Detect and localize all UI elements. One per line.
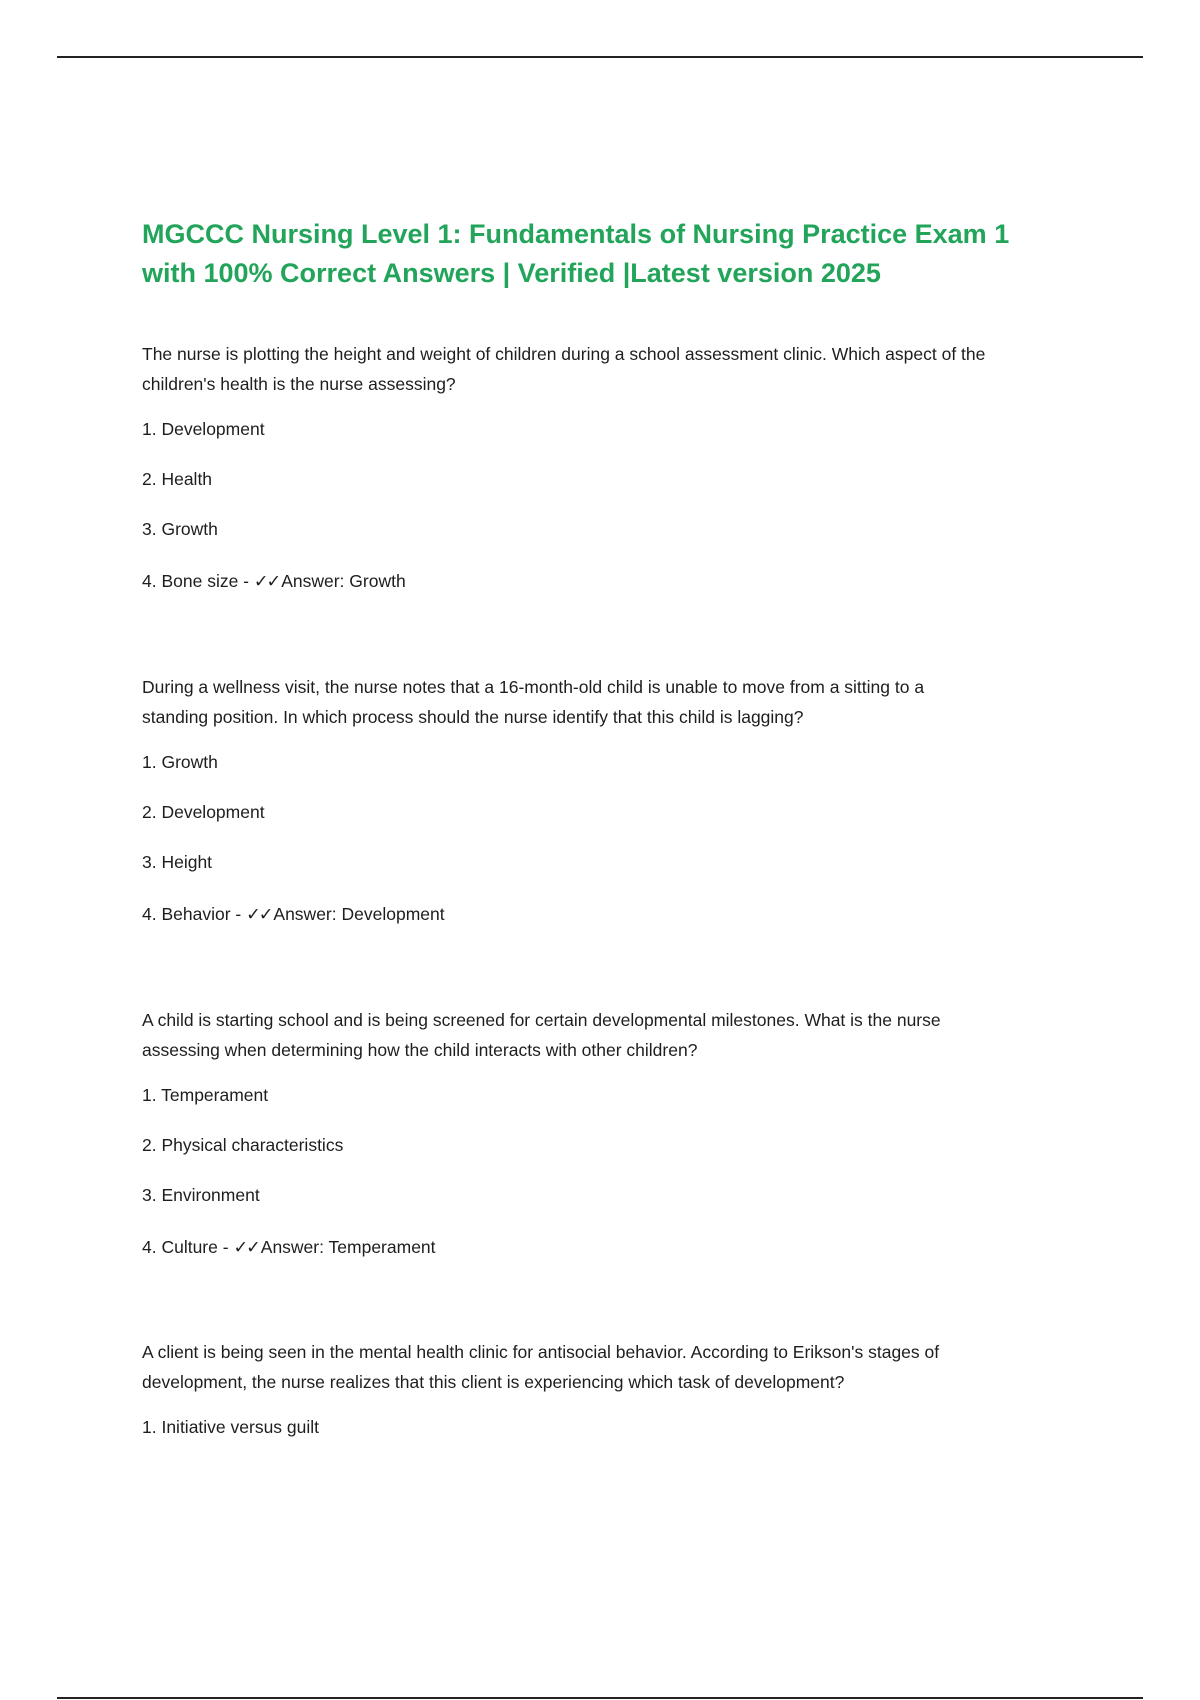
question-block (142, 1337, 1082, 1439)
title-line: with 100% Correct Answers | Verified |Latest version 2025 (142, 258, 881, 288)
document-title (142, 215, 1082, 293)
question-block (142, 339, 1082, 593)
answer-option: 3. Height (142, 852, 213, 872)
question-line: standing position. In which process should the nurse identify that this child is lagging? (142, 707, 804, 727)
answer-option: 2. Physical characteristics (142, 1135, 344, 1155)
answer-option-with-key (142, 1235, 1082, 1259)
question-line: A client is being seen in the mental health clinic for antisocial behavior. According to Erikson's stages of (142, 1342, 940, 1362)
question-block (142, 1005, 1082, 1259)
correct-answer: Answer: Growth (281, 571, 406, 591)
question-line: During a wellness visit, the nurse notes that a 16-month-old child is unable to move from a sitting to a (142, 677, 925, 697)
answer-option: 2. Health (142, 469, 213, 489)
question-block (142, 672, 1082, 926)
answer-option-label: 4. Behavior - (142, 904, 247, 924)
question-text (142, 339, 1082, 399)
question-line: A child is starting school and is being screened for certain developmental milestones. What is the nurse (142, 1010, 941, 1030)
answer-option-with-key (142, 902, 1082, 926)
answer-option-label: 4. Bone size - (142, 571, 254, 591)
answer-option: 1. Development (142, 419, 265, 439)
question-line: The nurse is plotting the height and weight of children during a school assessment clinic. Which aspect of the (142, 344, 986, 364)
correct-answer: Answer: Temperament (260, 1237, 436, 1257)
double-check-icon: ✓✓ (253, 571, 280, 591)
answer-option-label: 4. Culture - (142, 1237, 234, 1257)
answer-option: 2. Development (142, 802, 265, 822)
answer-option: 3. Growth (142, 519, 218, 539)
question-text (142, 672, 1082, 732)
question-text (142, 1005, 1082, 1065)
header-rule (57, 56, 1143, 58)
question-line: children's health is the nurse assessing? (142, 374, 456, 394)
answer-option: 1. Growth (142, 752, 218, 772)
answer-option: 1. Temperament (142, 1085, 269, 1105)
question-line: assessing when determining how the child interacts with other children? (142, 1040, 698, 1060)
double-check-icon: ✓✓ (246, 904, 272, 924)
answer-option: 3. Environment (142, 1185, 260, 1205)
title-line: MGCCC Nursing Level 1: Fundamentals of Nursing Practice Exam 1 (142, 219, 1010, 249)
question-text (142, 1337, 1082, 1397)
answer-option: 1. Initiative versus guilt (142, 1417, 320, 1437)
question-line: development, the nurse realizes that this client is experiencing which task of development? (142, 1372, 845, 1392)
answer-option-with-key (142, 569, 1082, 593)
double-check-icon: ✓✓ (233, 1237, 259, 1257)
correct-answer: Answer: Development (273, 904, 445, 924)
footer-rule (57, 1697, 1143, 1699)
